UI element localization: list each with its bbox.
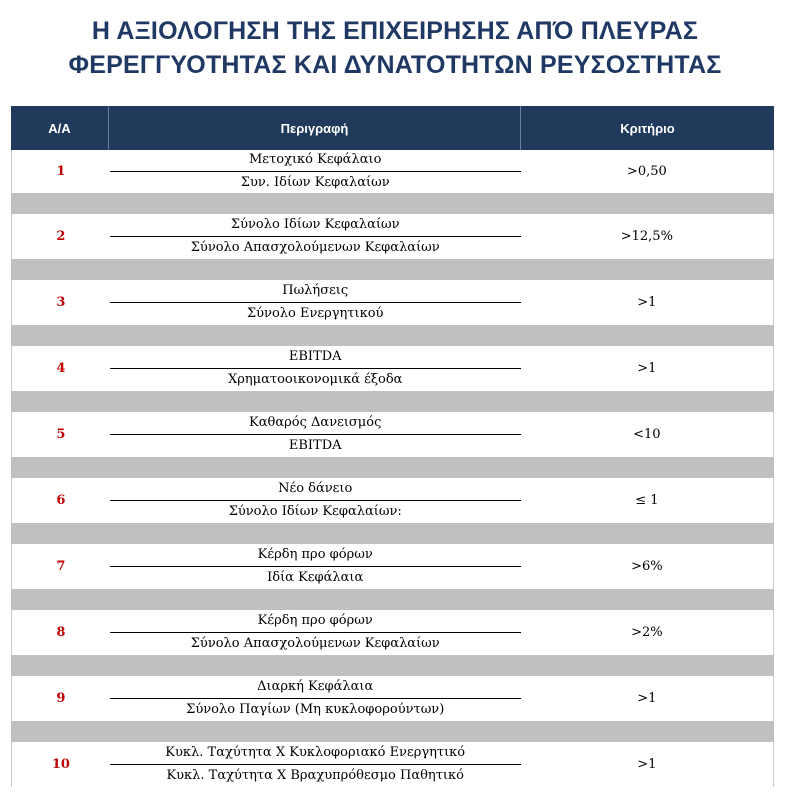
row-index: 1	[56, 164, 66, 179]
fraction-numerator: Σύνολο Ιδίων Κεφαλαίων	[110, 217, 521, 237]
table-row	[11, 412, 774, 457]
row-index: 9	[56, 691, 66, 706]
fraction-denominator: Συν. Ιδίων Κεφαλαίων	[240, 175, 390, 190]
row-criterion: >1	[637, 757, 657, 772]
fraction-denominator: Ιδία Κεφάλαια	[267, 570, 364, 585]
row-criterion: >1	[637, 361, 657, 376]
row-fraction	[110, 280, 521, 325]
row-fraction	[110, 150, 521, 193]
fraction-denominator: Σύνολο Απασχολούμενων Κεφαλαίων	[190, 240, 440, 255]
row-criterion: >1	[637, 295, 657, 310]
table-row	[11, 742, 774, 787]
table-body	[11, 150, 774, 787]
row-index: 3	[56, 295, 66, 310]
row-fraction	[110, 742, 521, 787]
row-index: 2	[56, 229, 66, 244]
title-line-1: Η ΑΞΙΟΛΟΓΗΣΗ ΤΗΣ ΕΠΙΧΕΙΡΗΣΗΣ ΑΠΌ ΠΛΕΥΡΑΣ	[91, 17, 699, 45]
fraction-denominator: Σύνολο Ενεργητικού	[246, 306, 384, 321]
row-separator	[11, 259, 774, 280]
page-title	[0, 14, 790, 82]
row-fraction	[110, 214, 521, 259]
row-index: 5	[56, 427, 66, 442]
row-fraction	[110, 676, 521, 721]
table-row	[11, 214, 774, 259]
fraction-numerator: Πωλήσεις	[110, 283, 521, 303]
row-criterion: >12,5%	[620, 229, 673, 244]
fraction-numerator: Μετοχικό Κεφάλαιο	[110, 152, 521, 172]
row-criterion: <10	[633, 427, 661, 442]
table-row	[11, 676, 774, 721]
row-index: 10	[51, 757, 70, 772]
fraction-denominator: Χρηματοοικονομικά έξοδα	[227, 372, 403, 387]
row-index: 8	[56, 625, 66, 640]
row-index: 6	[56, 493, 66, 508]
row-criterion: >0,50	[626, 164, 667, 179]
title-line-2: ΦΕΡΕΓΓΥΟΤΗΤΑΣ ΚΑΙ ΔΥΝΑΤΟΤΗΤΩΝ ΡΕΥΣΟΣΤΗΤΑΣ	[68, 51, 722, 79]
row-separator	[11, 523, 774, 544]
row-fraction	[110, 478, 521, 523]
row-separator	[11, 721, 774, 742]
row-fraction	[110, 412, 521, 457]
fraction-denominator: Σύνολο Παγίων (Μη κυκλοφορούντων)	[186, 702, 445, 717]
row-criterion: ≤ 1	[635, 493, 659, 508]
criteria-table	[11, 106, 774, 787]
header-description: Περιγραφή	[109, 106, 521, 150]
fraction-denominator: Σύνολο Ιδίων Κεφαλαίων:	[228, 504, 402, 519]
fraction-numerator: Διαρκή Κεφάλαια	[110, 679, 521, 699]
fraction-numerator: EBITDA	[110, 349, 521, 369]
table-row	[11, 280, 774, 325]
row-criterion: >2%	[631, 625, 663, 640]
fraction-numerator: Νέο δάνειο	[110, 481, 521, 501]
table-row	[11, 150, 774, 193]
row-separator	[11, 457, 774, 478]
fraction-denominator: Σύνολο Απασχολούμενων Κεφαλαίων	[190, 636, 440, 651]
fraction-numerator: Κέρδη προ φόρων	[110, 613, 521, 633]
row-separator	[11, 193, 774, 214]
fraction-numerator: Καθαρός Δανεισμός	[110, 415, 521, 435]
table-row	[11, 478, 774, 523]
table-row	[11, 544, 774, 589]
header-index: Α/Α	[11, 106, 109, 150]
row-criterion: >6%	[631, 559, 663, 574]
row-criterion: >1	[637, 691, 657, 706]
fraction-numerator: Κυκλ. Ταχύτητα Χ Κυκλοφοριακό Ενεργητικό	[110, 745, 521, 765]
row-index: 4	[56, 361, 66, 376]
table-row	[11, 346, 774, 391]
header-criterion: Κριτήριο	[620, 120, 675, 136]
row-separator	[11, 391, 774, 412]
row-separator	[11, 655, 774, 676]
fraction-numerator: Κέρδη προ φόρων	[110, 547, 521, 567]
row-index: 7	[56, 559, 66, 574]
row-separator	[11, 589, 774, 610]
table-row	[11, 610, 774, 655]
fraction-denominator: Κυκλ. Ταχύτητα Χ Βραχυπρόθεσμο Παθητικό	[166, 768, 464, 783]
row-fraction	[110, 610, 521, 655]
row-fraction	[110, 544, 521, 589]
fraction-denominator: EBITDA	[288, 438, 342, 453]
table-header	[11, 106, 774, 150]
row-fraction	[110, 346, 521, 391]
row-separator	[11, 325, 774, 346]
